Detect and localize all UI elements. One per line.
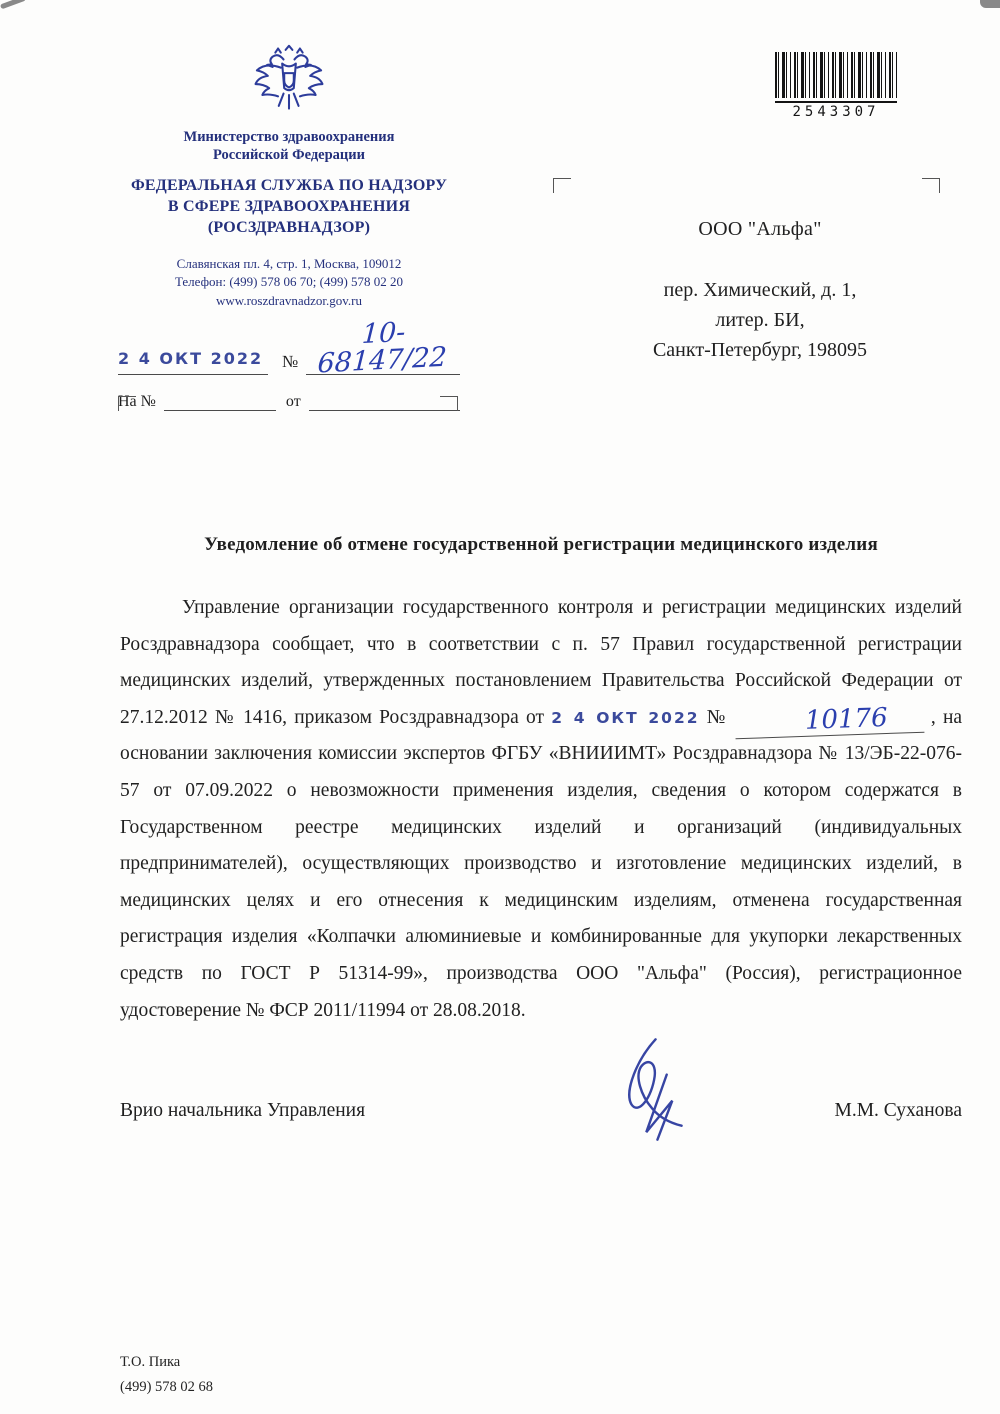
corner-mark	[118, 396, 136, 411]
ref-from-label: от	[285, 393, 301, 411]
signature-row	[120, 1100, 962, 1122]
outgoing-number-row	[118, 316, 460, 380]
signer-name: М.М. Суханова	[834, 1100, 962, 1121]
handwritten-order-number: 10176	[734, 703, 924, 739]
date-stamp-inline: 2 4 ОКТ 2022	[551, 708, 700, 727]
recipient-address-line: Санкт-Петербург, 198095	[652, 339, 868, 361]
body-part-2: , на основании заключения комиссии экспертов ФГБУ «ВНИИИМТ» Росздравнадзора № 13/ЭБ-22-076-57 от 07.09.2022 о невозможности применения изделия, сведения о котором содержатся в Государственном реестре медицинских изделий и организаций (индивидуальных предпринимателей), осуществляющих производство и изготовление медицинских изделий, в медицинских целях и его отнесения к медицинским изделиям, отменена государственная регистрация изделия «Колпачки алюминиевые и комбинированные для укупорки лекарственных средств по ГОСТ Р 51314-99», производства ООО "Альфа" (Россия), регистрационное удостоверение № ФСР 2011/11994 от 28.08.2018.	[120, 706, 963, 1021]
body-part-1: Управление организации государственного контроля и регистрации медицинских изделий Росздравнадзора сообщает, что в соответствии с п. 57 Правил государственной регистрации медицинских изделий, утвержденных постановлением Правительства Российской Федерации от 27.12.2012 № 1416, приказом Росздравнадзора от	[120, 597, 962, 728]
barcode-number: 2543307	[792, 104, 880, 120]
barcode	[775, 52, 897, 120]
signer-position: Врио начальника Управления	[120, 1100, 366, 1121]
website-line: www.roszdravnadzor.gov.ru	[216, 293, 362, 309]
recipient-address	[575, 275, 945, 365]
scan-artifact-top-left	[0, 0, 26, 9]
ref-date-blank	[309, 393, 460, 411]
recipient-block	[575, 218, 945, 365]
recipient-address-line: литер. БИ,	[715, 309, 805, 331]
date-stamp: 2 4 ОКТ 2022	[118, 349, 264, 369]
reference-number-row	[118, 393, 460, 411]
recipient-name: ООО "Альфа"	[698, 218, 822, 240]
document-body	[120, 590, 962, 1029]
ministry-name	[118, 128, 460, 164]
corner-mark	[553, 178, 571, 193]
ministry-line-1: Министерство здравоохранения	[183, 129, 395, 145]
handwritten-outgoing-number: 10-68147/22	[317, 316, 448, 380]
coat-of-arms-icon	[118, 44, 460, 120]
agency-line-2: В СФЕРЕ ЗДРАВООХРАНЕНИЯ	[167, 198, 411, 216]
phone-line: Телефон: (499) 578 06 70; (499) 578 02 20	[174, 274, 404, 290]
executor-block	[120, 1350, 213, 1399]
scan-artifact-top-right	[980, 0, 1000, 8]
signature-scribble	[598, 1032, 728, 1147]
agency-line-1: ФЕДЕРАЛЬНАЯ СЛУЖБА ПО НАДЗОРУ	[130, 177, 448, 195]
number-sign-inline: №	[706, 706, 728, 728]
number-sign: №	[282, 352, 299, 372]
executor-phone: (499) 578 02 68	[120, 1378, 214, 1395]
agency-line-3: (РОСЗДРАВНАДЗОР)	[207, 218, 371, 236]
ministry-line-2: Российской Федерации	[212, 147, 365, 164]
corner-mark	[440, 396, 458, 411]
address-line: Славянская пл. 4, стр. 1, Москва, 109012	[176, 255, 402, 271]
ref-label: На №	[118, 393, 156, 411]
agency-name	[118, 176, 460, 238]
ref-number-blank	[164, 393, 276, 411]
outgoing-number-field	[306, 316, 460, 380]
corner-mark	[922, 178, 940, 193]
letterhead	[118, 44, 460, 411]
date-stamp-field	[118, 349, 268, 375]
document-title: Уведомление об отмене государственной регистрации медицинского изделия	[204, 534, 878, 555]
recipient-address-line: пер. Химический, д. 1,	[663, 279, 857, 301]
barcode-bars-icon	[775, 52, 897, 98]
executor-name: Т.О. Пика	[120, 1354, 181, 1370]
barcode-divider	[775, 101, 897, 103]
agency-address	[118, 255, 460, 312]
